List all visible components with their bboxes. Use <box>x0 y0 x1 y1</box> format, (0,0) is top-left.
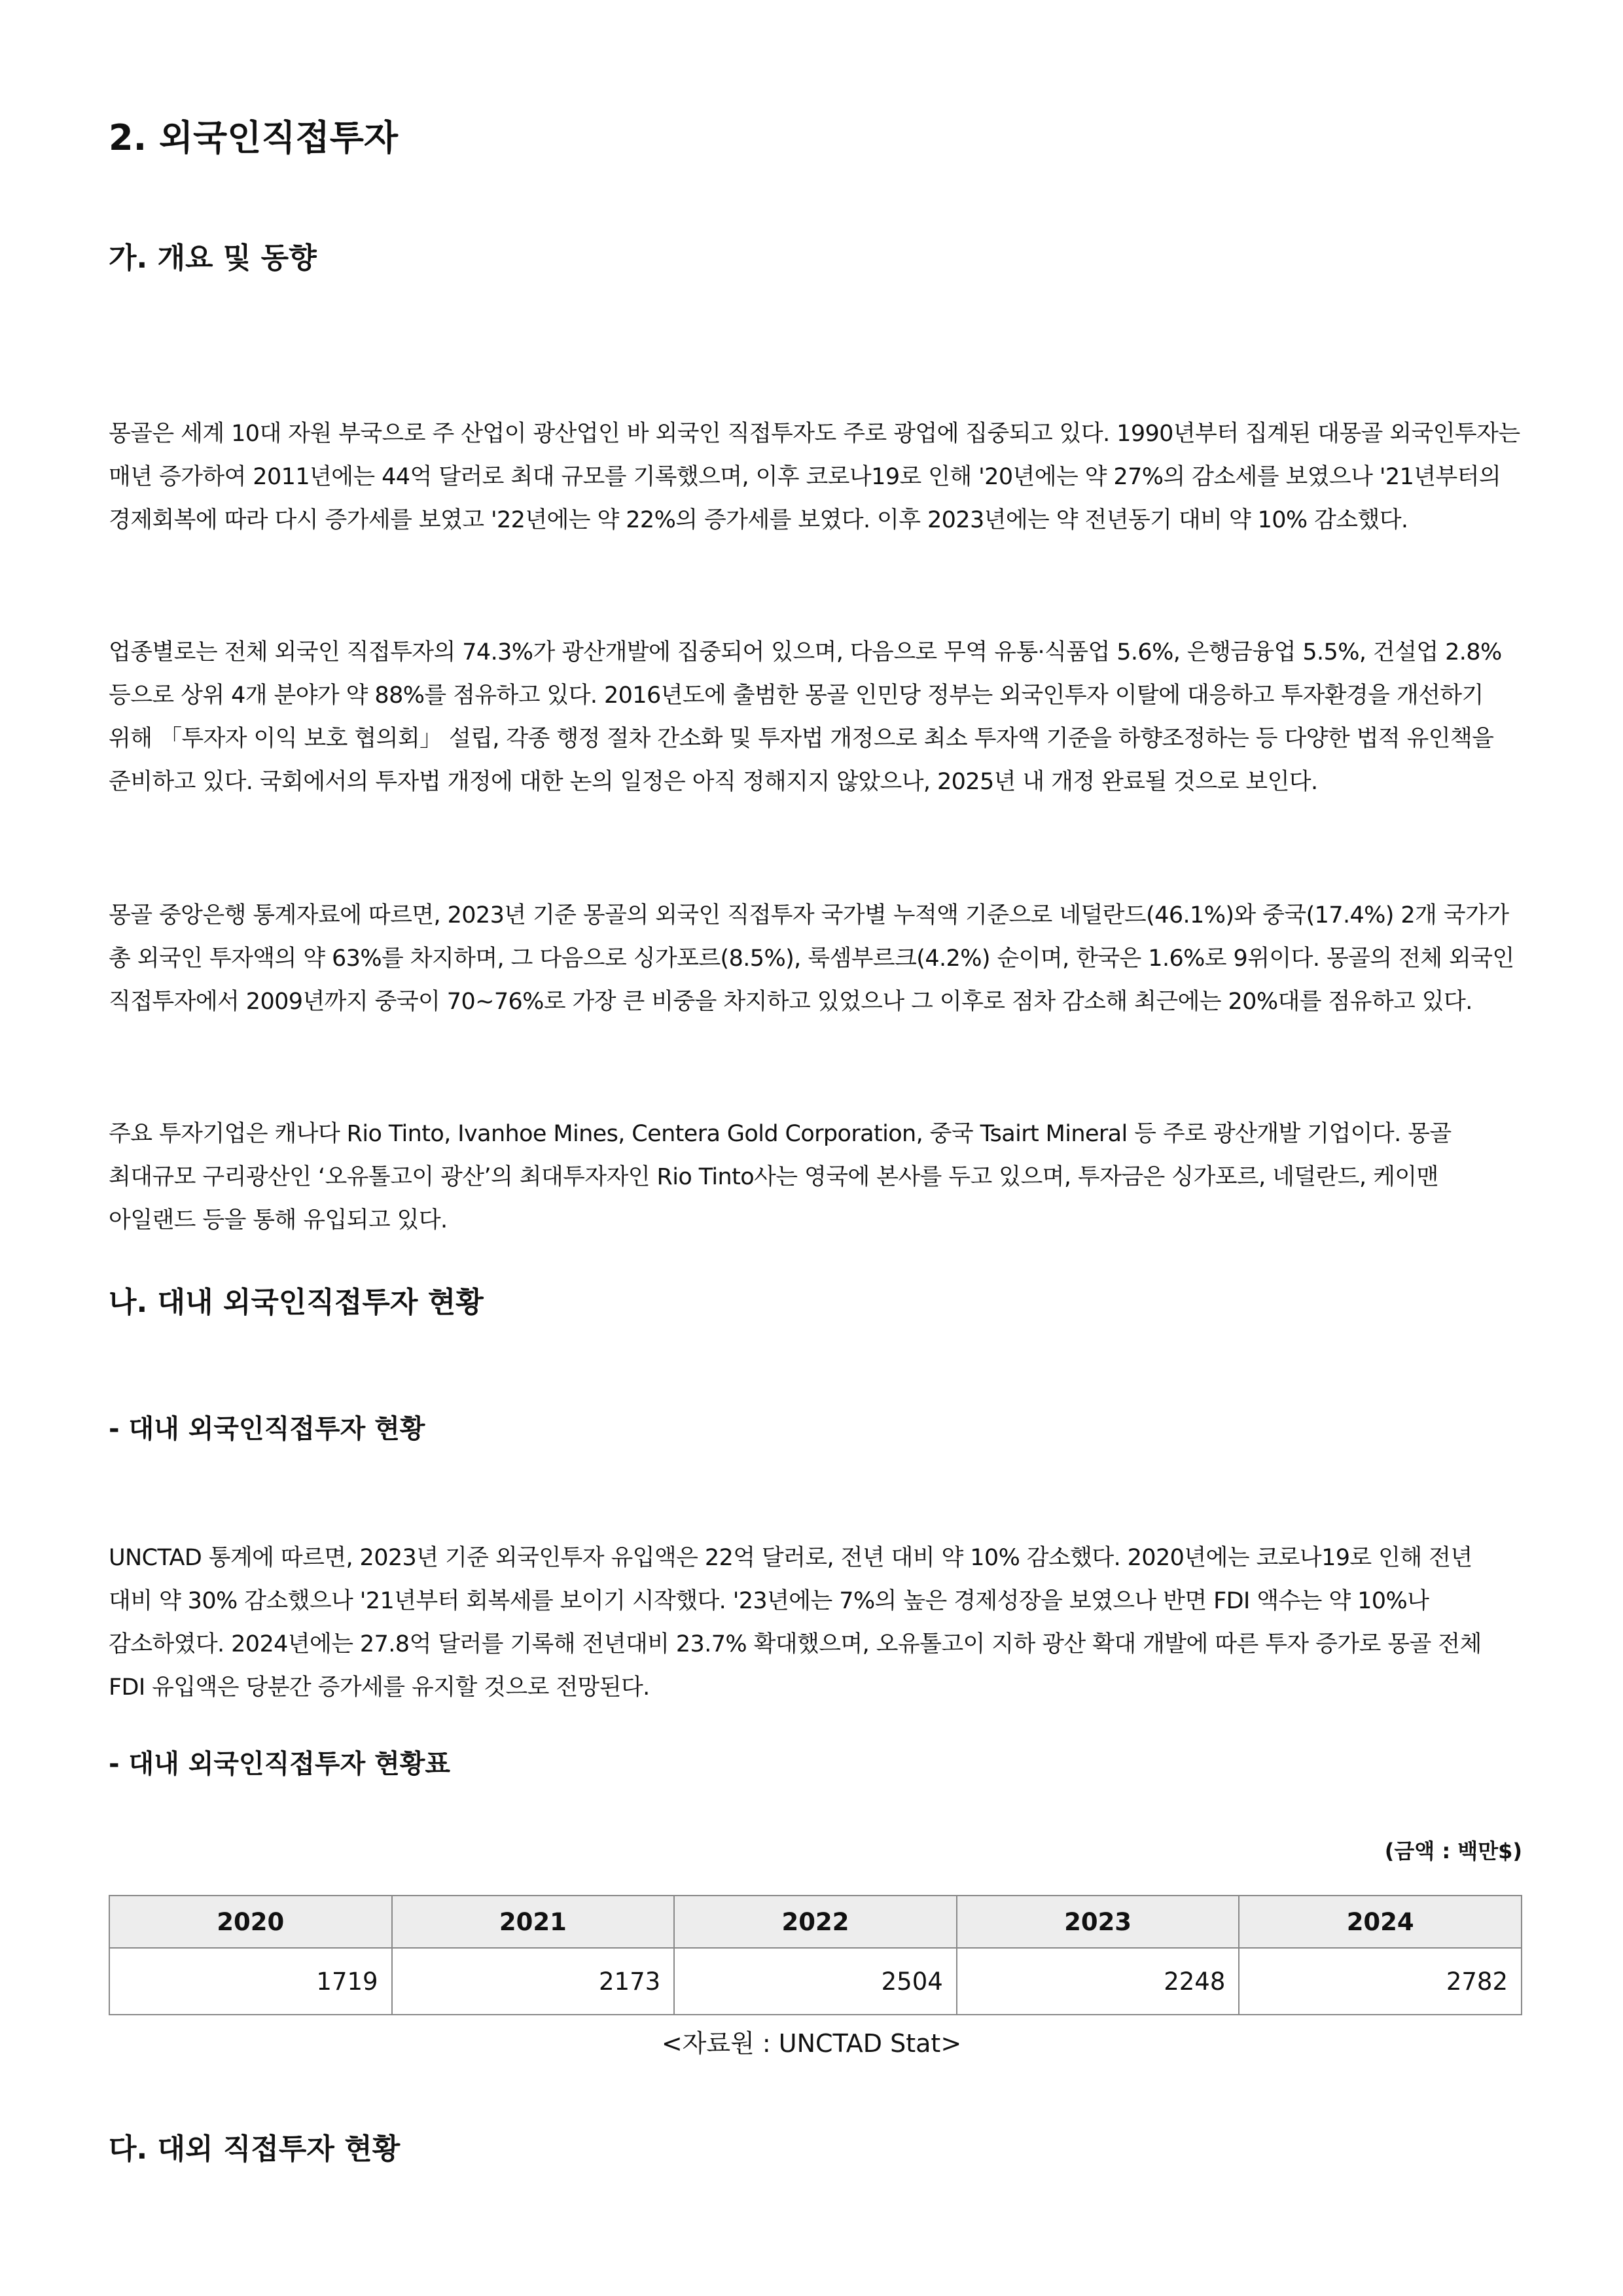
table-row <box>109 1948 1522 2015</box>
table-header-cell: 2023 <box>957 1896 1240 1948</box>
subsection-table-heading: - 대내 외국인직접투자 현황표 <box>109 1749 451 1779</box>
section-da-heading: 다. 대외 직접투자 현황 <box>109 2132 401 2166</box>
table-header-cell: 2024 <box>1239 1896 1522 1948</box>
unit-label: (금액 : 백만$) <box>1384 1839 1522 1863</box>
table-header-cell: 2021 <box>392 1896 675 1948</box>
subsection-status-heading: - 대내 외국인직접투자 현황 <box>109 1414 425 1444</box>
paragraph-industry: 업종별로는 전체 외국인 직접투자의 74.3%가 광산개발에 집중되어 있으며, 다음으로 무역 유통·식품업 5.6%, 은행금융업 5.5%, 건설업 2.8% 등으로 상위 4개 분야가 약 88%를 점유하고 있다. 2016년도에 출범한 몽골 인민당 정부는 외국인투자 이탈에 대응하고 투자환경을 개선하기 위해 「투자자 이익 보호 협의회」 설립, 각종 행정 절차 간소화 및 투자법 개정으로 최소 투자액 기준을 하향조정하는 등 다양한 법적 유인책을 준비하고 있다. 국회에서의 투자법 개정에 대한 논의 일정은 아직 정해지지 않았으나, 2025년 내 개정 완료될 것으로 보인다. <box>109 639 1502 795</box>
section-ga-heading: 가. 개요 및 동향 <box>109 241 317 275</box>
table-header-cell: 2020 <box>109 1896 392 1948</box>
table-cell: 1719 <box>109 1948 392 2015</box>
table-cell: 2173 <box>392 1948 675 2015</box>
table-cell: 2782 <box>1239 1948 1522 2015</box>
table-source: <자료원 : UNCTAD Stat> <box>661 2029 962 2058</box>
paragraph-unctad: UNCTAD 통계에 따르면, 2023년 기준 외국인투자 유입액은 22억 달러로, 전년 대비 약 10% 감소했다. 2020년에는 코로나19로 인해 전년 대비 약 30% 감소했으나 '21년부터 회복세를 보이기 시작했다. '23년에는 7%의 높은 경제성장을 보였으나 반면 FDI 액수는 약 10%나 감소하였다. 2024년에는 27.8억 달러를 기록해 전년대비 23.7% 확대했으며, 오유톨고이 지하 광산 확대 개발에 따른 투자 증가로 몽골 전체 FDI 유입액은 당분간 증가세를 유지할 것으로 전망된다. <box>109 1545 1482 1701</box>
paragraph-companies: 주요 투자기업은 캐나다 Rio Tinto, Ivanhoe Mines, Centera Gold Corporation, 중국 Tsairt Mineral 등 주로 광산개발 기업이다. 몽골 최대규모 구리광산인 ‘오유톨고이 광산’의 최대투자자인 Rio Tinto사는 영국에 본사를 두고 있으며, 투자금은 싱가포르, 네덜란드, 케이맨 아일랜드 등을 통해 유입되고 있다. <box>109 1121 1452 1233</box>
table-header-cell: 2022 <box>674 1896 957 1948</box>
table-cell: 2248 <box>957 1948 1240 2015</box>
paragraph-overview: 몽골은 세계 10대 자원 부국으로 주 산업이 광산업인 바 외국인 직접투자도 주로 광업에 집중되고 있다. 1990년부터 집계된 대몽골 외국인투자는 매년 증가하여 2011년에는 44억 달러로 최대 규모를 기록했으며, 이후 코로나19로 인해 '20년에는 약 27%의 감소세를 보였으나 '21년부터의 경제회복에 따라 다시 증가세를 보였고 '22년에는 약 22%의 증가세를 보였다. 이후 2023년에는 약 전년동기 대비 약 10% 감소했다. <box>109 421 1520 533</box>
section-na-heading: 나. 대내 외국인직접투자 현황 <box>109 1286 484 1319</box>
fdi-table <box>109 1895 1522 2015</box>
page-title: 2. 외국인직접투자 <box>109 117 399 158</box>
paragraph-country: 몽골 중앙은행 통계자료에 따르면, 2023년 기준 몽골의 외국인 직접투자 국가별 누적액 기준으로 네덜란드(46.1%)와 중국(17.4%) 2개 국가가 총 외국인 투자액의 약 63%를 차지하며, 그 다음으로 싱가포르(8.5%), 룩셈부르크(4.2%) 순이며, 한국은 1.6%로 9위이다. 몽골의 전체 외국인 직접투자에서 2009년까지 중국이 70~76%로 가장 큰 비중을 차지하고 있었으나 그 이후로 점차 감소해 최근에는 20%대를 점유하고 있다. <box>109 902 1514 1015</box>
table-cell: 2504 <box>674 1948 957 2015</box>
table-header-row <box>109 1896 1522 1948</box>
